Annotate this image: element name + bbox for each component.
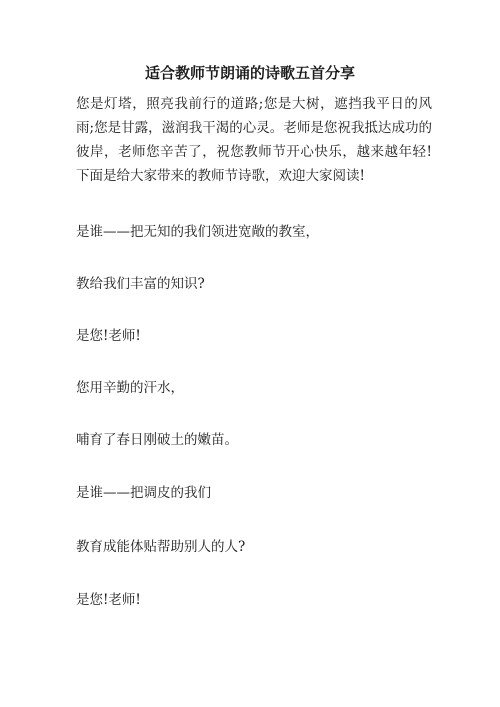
poem-line: 是谁——把调皮的我们 <box>76 485 211 501</box>
poem-line: 是谁——把无知的我们领进宽敞的教室， <box>76 224 319 240</box>
poem-line: 是您!老师! <box>76 592 141 608</box>
document-title: 适合教师节朗诵的诗歌五首分享 <box>144 64 355 82</box>
poem-line: 教育成能体贴帮助别人的人? <box>76 539 246 555</box>
poem-line: 哺育了春日刚破土的嫩苗。 <box>76 432 238 448</box>
intro-paragraph: 您是灯塔，照亮我前行的道路;您是大树，遮挡我平日的风雨;您是甘露，滋润我干渴的心灵。老师是您祝我抵达成功的彼岸，老师您辛苦了，祝您教师节开心快乐，越来越年轻!下面是给大家带来的教师节诗歌，欢迎大家阅读! <box>76 96 432 184</box>
poem-line: 教给我们丰富的知识? <box>76 276 205 292</box>
poem-line: 您用辛勤的汗水， <box>76 380 184 396</box>
poem-line: 是您!老师! <box>76 328 141 344</box>
